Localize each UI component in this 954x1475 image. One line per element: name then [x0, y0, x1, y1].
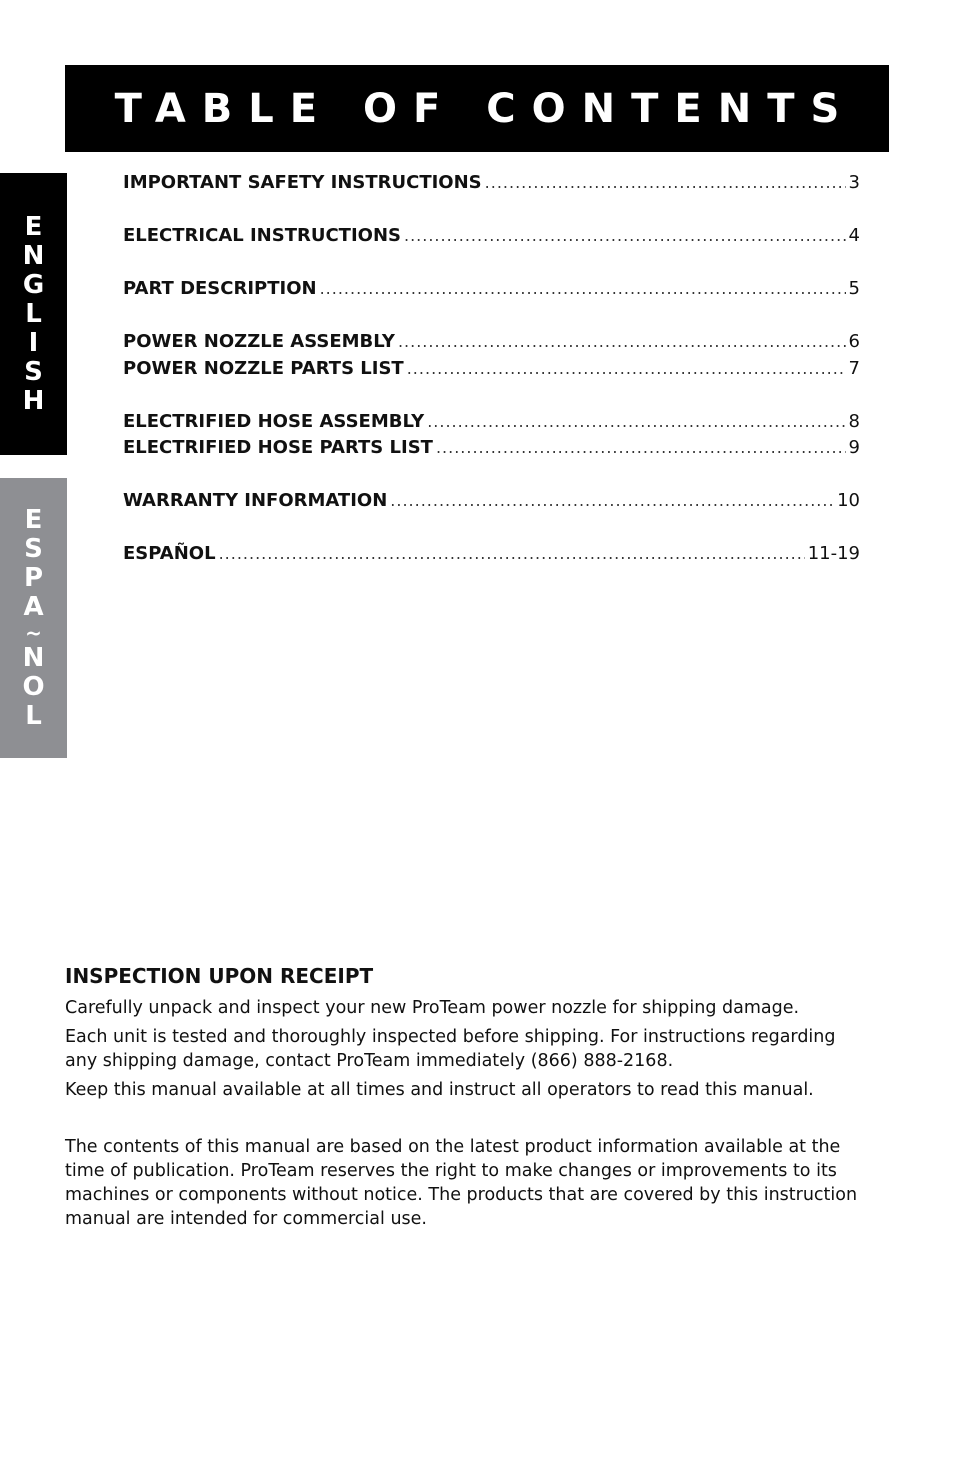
tab-letter: L [25, 701, 42, 731]
tab-letter: P [23, 563, 44, 593]
toc-leader [320, 276, 846, 303]
toc-entry-warranty[interactable] [123, 488, 860, 515]
toc-label: POWER NOZZLE ASSEMBLY [123, 331, 395, 352]
toc-entry-safety[interactable] [123, 170, 860, 197]
toc-leader [398, 329, 846, 356]
tab-letter: H [22, 386, 45, 416]
toc-label: POWER NOZZLE PARTS LIST [123, 357, 404, 379]
toc-page: 6 [848, 331, 860, 352]
toc-leader [485, 170, 846, 197]
toc-page: 11-19 [807, 543, 860, 564]
toc-label: ELECTRIFIED HOSE PARTS LIST [123, 437, 433, 458]
toc-entry-power-nozzle-parts[interactable] [123, 356, 860, 383]
toc-entry-part-description[interactable] [123, 276, 860, 303]
tab-letter: N [22, 241, 45, 271]
toc-leader [219, 541, 805, 568]
toc-leader [436, 435, 846, 462]
toc-label: WARRANTY INFORMATION [123, 490, 388, 511]
toc-leader [427, 409, 845, 436]
tab-letter: S [24, 357, 43, 387]
toc-page: 7 [848, 357, 860, 379]
toc-entry-electrical[interactable] [123, 223, 860, 250]
title-bar [65, 65, 889, 152]
toc-page: 8 [848, 410, 860, 432]
toc-label: ESPAÑOL [123, 543, 216, 564]
tab-letter: E [24, 212, 43, 242]
toc-entry-power-nozzle-assembly[interactable] [123, 329, 860, 356]
toc-entry-hose-parts[interactable] [123, 435, 860, 462]
tab-letter: I [28, 328, 39, 358]
toc-label: ELECTRIFIED HOSE ASSEMBLY [123, 410, 425, 432]
inspection-paragraph: Keep this manual available at all times and instruct all operators to read this manual. [65, 1080, 814, 1100]
toc-label: ELECTRICAL INSTRUCTIONS [123, 225, 401, 246]
inspection-paragraph: Carefully unpack and inspect your new ProTeam power nozzle for shipping damage. [65, 998, 800, 1018]
toc-entry-hose-assembly[interactable] [123, 409, 860, 436]
inspection-paragraph: Each unit is tested and thoroughly inspected before shipping. For instructions regarding any shipping damage, contact ProTeam immediately (866) 888-2168. [65, 1027, 836, 1071]
toc-page: 5 [848, 278, 860, 299]
tab-letter: ~ [25, 621, 42, 645]
disclaimer-paragraph: The contents of this manual are based on the latest product information available at the time of publication. ProTeam reserves the right to make changes or improvements to its machines or components without notice. The products that are covered by this instruction manual are intended for commercial use. [65, 1137, 858, 1229]
toc-page: 4 [848, 225, 860, 246]
tab-letter: E [24, 505, 43, 535]
tab-letter: A [23, 592, 44, 622]
tab-letter: G [22, 270, 45, 300]
toc-page: 10 [837, 490, 860, 511]
tab-letter: N [22, 643, 45, 673]
table-of-contents [123, 170, 860, 568]
inspection-section [65, 962, 865, 1107]
language-tab-english[interactable] [0, 173, 67, 455]
page-title: TABLE OF CONTENTS [114, 85, 856, 132]
tab-letter: S [24, 534, 43, 564]
toc-label: IMPORTANT SAFETY INSTRUCTIONS [123, 172, 482, 193]
toc-leader [407, 356, 846, 383]
toc-entry-espanol[interactable] [123, 541, 860, 568]
toc-leader [390, 488, 834, 515]
toc-page: 9 [848, 437, 860, 458]
tab-letter: L [25, 299, 42, 329]
toc-page: 3 [848, 172, 860, 193]
toc-label: PART DESCRIPTION [123, 278, 317, 299]
inspection-heading: INSPECTION UPON RECEIPT [65, 964, 374, 988]
tab-letter: O [22, 672, 45, 702]
language-tab-espanol[interactable] [0, 478, 67, 758]
toc-leader [404, 223, 846, 250]
